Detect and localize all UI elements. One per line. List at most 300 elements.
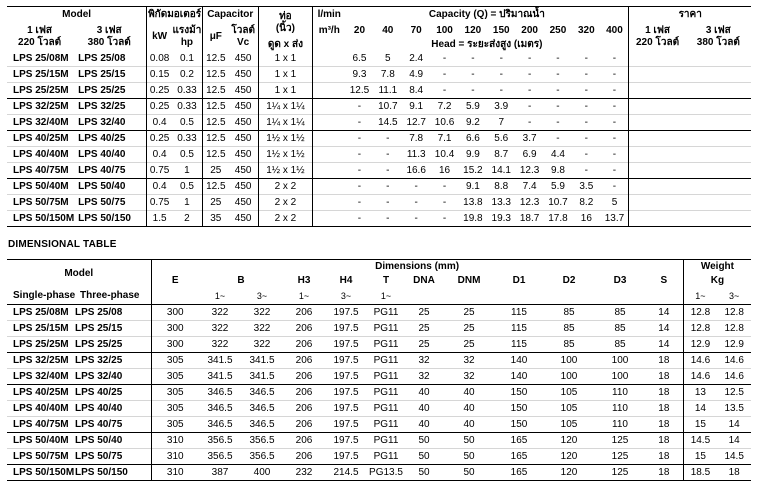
- dimension-row: [7, 337, 751, 353]
- dim-h3: 206: [283, 385, 325, 401]
- performance-row: [7, 163, 751, 179]
- head-value: 3.7: [515, 131, 543, 147]
- dim-dna: 32: [405, 369, 443, 385]
- dim-h3: 206: [283, 369, 325, 385]
- pipe-size: 1½ x 1½: [258, 163, 313, 179]
- price-three: [686, 83, 751, 99]
- dim-d3: 110: [595, 385, 645, 401]
- head-value: -: [459, 67, 487, 83]
- head-value: 19.8: [459, 211, 487, 227]
- model-three-phase: LPS 50/75: [69, 449, 151, 465]
- dim-t: PG11: [367, 353, 405, 369]
- head-value: 14.5: [374, 115, 402, 131]
- vc-value: 450: [229, 115, 258, 131]
- dim-e: 300: [151, 337, 199, 353]
- dim-h4: 197.5: [325, 337, 367, 353]
- phase-label: 1~: [683, 288, 717, 305]
- kw-value: 1.5: [147, 211, 172, 227]
- dim-b-1ph: 346.5: [199, 401, 241, 417]
- uf-value: 12.5: [202, 131, 228, 147]
- dim-h4: 197.5: [325, 369, 367, 385]
- pipe-size: 1¼ x 1¼: [258, 99, 313, 115]
- dim-dnm: 32: [443, 369, 495, 385]
- kw-header: kW: [147, 23, 172, 51]
- hp-value: 1: [172, 195, 202, 211]
- hp-value: 0.33: [172, 83, 202, 99]
- dim-h3: 206: [283, 449, 325, 465]
- dim-b-3ph: 322: [241, 337, 283, 353]
- pipe-size: 2 x 2: [258, 179, 313, 195]
- model-single-phase: LPS 50/40M: [7, 179, 72, 195]
- dimension-row: [7, 353, 751, 369]
- single-phase-label: Single-phase: [7, 288, 69, 305]
- head-value: 4.9: [402, 67, 430, 83]
- head-value: 5.9: [459, 99, 487, 115]
- model-single-phase: LPS 50/150M: [7, 211, 72, 227]
- head-value: 13.3: [487, 195, 515, 211]
- dim-h4: 197.5: [325, 385, 367, 401]
- dim-t: PG11: [367, 321, 405, 337]
- dim-b-1ph: 322: [211, 306, 229, 318]
- dim-h4: 197.5: [325, 449, 367, 465]
- dimension-row: [7, 401, 751, 417]
- pipe-size: 2 x 2: [258, 195, 313, 211]
- model-single-phase: LPS 32/40M: [7, 115, 72, 131]
- head-value: -: [345, 179, 373, 195]
- dimension-row: [7, 321, 751, 337]
- dim-d3: 110: [595, 401, 645, 417]
- head-value: -: [487, 83, 515, 99]
- dim-h4: 197.5: [325, 417, 367, 433]
- price-single: [629, 163, 686, 179]
- model-header: Model: [62, 9, 92, 20]
- capacity-header: Capacity (Q) = ปริมาณน้ำ: [428, 9, 545, 20]
- dim-dnm: 40: [443, 401, 495, 417]
- model-single-phase: LPS 25/25M: [7, 83, 72, 99]
- head-value: -: [572, 115, 600, 131]
- head-value: -: [402, 179, 430, 195]
- head-value: 2.4: [409, 52, 424, 64]
- weight-1ph: 15: [683, 417, 717, 433]
- model-three-phase: LPS 50/40: [69, 433, 151, 449]
- kw-value: 0.75: [147, 163, 172, 179]
- head-value: -: [515, 83, 543, 99]
- kw-value: 0.25: [147, 83, 172, 99]
- kw-value: 0.15: [147, 67, 172, 83]
- model-single-phase: LPS 25/25M: [7, 337, 69, 353]
- dim-d3: 100: [595, 369, 645, 385]
- vc-value: 450: [229, 147, 258, 163]
- dimension-row: [7, 449, 751, 465]
- dim-b-3ph: 346.5: [241, 401, 283, 417]
- uf-value: 12.5: [202, 179, 228, 195]
- dim-dnm: 40: [443, 417, 495, 433]
- head-value: -: [572, 131, 600, 147]
- dim-s: 18: [645, 385, 683, 401]
- dim-dna: 40: [405, 417, 443, 433]
- dim-d3: 85: [595, 337, 645, 353]
- phase-label: 1~: [367, 288, 405, 305]
- head-value: 7.4: [515, 179, 543, 195]
- head-value: -: [601, 147, 629, 163]
- col-d2: D2: [562, 275, 576, 286]
- flow-lmin: 250: [549, 25, 567, 36]
- head-value: -: [442, 52, 447, 64]
- head-value: 6.6: [459, 131, 487, 147]
- head-value: 9.2: [459, 115, 487, 131]
- uf-value: 25: [202, 195, 228, 211]
- performance-row: [7, 83, 751, 99]
- head-value: -: [601, 83, 629, 99]
- dim-d2: 120: [543, 465, 595, 481]
- dim-dna: 40: [405, 401, 443, 417]
- dim-h3: 206: [283, 321, 325, 337]
- weight-1ph: 12.8: [683, 321, 717, 337]
- model-single-phase: LPS 25/08M: [13, 52, 69, 64]
- performance-table: [7, 6, 751, 227]
- pipe-size: 1½ x 1½: [258, 131, 313, 147]
- head-value: 3.9: [487, 99, 515, 115]
- head-value: -: [572, 99, 600, 115]
- head-value: -: [544, 115, 572, 131]
- head-value: 8.4: [402, 83, 430, 99]
- head-value: -: [374, 163, 402, 179]
- price-three: [686, 51, 751, 67]
- price-single: [629, 147, 686, 163]
- vc-value: 450: [229, 195, 258, 211]
- vc-value: 450: [229, 99, 258, 115]
- performance-row: [7, 99, 751, 115]
- model-three-phase: LPS 32/25: [69, 353, 151, 369]
- head-value: 6.9: [515, 147, 543, 163]
- head-value: -: [544, 67, 572, 83]
- head-value: -: [374, 211, 402, 227]
- vc-value: 450: [229, 67, 258, 83]
- vc-value: 450: [229, 179, 258, 195]
- model-three-phase: LPS 40/40: [69, 401, 151, 417]
- dim-dnm: 50: [443, 433, 495, 449]
- head-value: -: [345, 99, 373, 115]
- weight-3ph: 12.8: [724, 306, 744, 318]
- capacitor-header: Capacitor: [202, 7, 258, 24]
- weight-1ph: 12.8: [683, 305, 717, 321]
- dim-d1: 150: [495, 385, 543, 401]
- model-three-phase: LPS 50/150: [69, 465, 151, 481]
- head-value: 6.5: [352, 52, 367, 64]
- dim-d1: 115: [495, 337, 543, 353]
- head-header: Head = ระยะส่งสูง (เมตร): [431, 39, 543, 50]
- model-single-phase: LPS 50/75M: [7, 449, 69, 465]
- head-value: -: [345, 211, 373, 227]
- dim-b-3ph: 346.5: [241, 385, 283, 401]
- dim-d2: 85: [543, 337, 595, 353]
- kw-value: 0.4: [147, 147, 172, 163]
- dim-dna: 25: [405, 321, 443, 337]
- head-value: 12.5: [345, 83, 373, 99]
- dim-dnm: 25: [443, 337, 495, 353]
- dim-h4: 214.5: [325, 465, 367, 481]
- three-phase-header: 3 เฟส 380 โวลต์: [87, 25, 131, 48]
- head-value: 9.1: [402, 99, 430, 115]
- dim-h3: 206: [283, 337, 325, 353]
- dim-s: 18: [645, 401, 683, 417]
- dim-d2: 105: [543, 401, 595, 417]
- pipe-size: 1 x 1: [258, 67, 313, 83]
- dim-e: 310: [151, 449, 199, 465]
- dim-b-1ph: 356.5: [199, 433, 241, 449]
- dim-b-1ph: 322: [199, 337, 241, 353]
- weight-3ph: 13.5: [717, 401, 751, 417]
- dim-s: 18: [645, 353, 683, 369]
- hp-value: 0.1: [179, 52, 194, 64]
- model-three-phase: LPS 32/40: [72, 115, 147, 131]
- price-single: [629, 195, 686, 211]
- dim-b-1ph: 346.5: [199, 385, 241, 401]
- weight-3ph: 12.5: [717, 385, 751, 401]
- uf-value: 12.5: [202, 115, 228, 131]
- weight-1ph: 14.5: [683, 433, 717, 449]
- model-three-phase: LPS 25/25: [69, 337, 151, 353]
- dimensional-table-title: DIMENSIONAL TABLE: [8, 239, 117, 250]
- dim-e: 305: [151, 369, 199, 385]
- weight-1ph: 14.6: [683, 353, 717, 369]
- head-value: -: [487, 67, 515, 83]
- dim-b-3ph: 356.5: [241, 433, 283, 449]
- head-value: 11.3: [402, 147, 430, 163]
- dim-t: PG13.5: [367, 465, 405, 481]
- dimension-row: [7, 433, 751, 449]
- head-value: -: [601, 179, 629, 195]
- head-value: -: [402, 195, 430, 211]
- uf-value: 12.5: [202, 99, 228, 115]
- hp-value: 2: [172, 211, 202, 227]
- dim-dna: 50: [405, 465, 443, 481]
- pipe-size: 1½ x 1½: [258, 147, 313, 163]
- phase-label: 1~: [199, 288, 241, 305]
- col-d3: D3: [613, 275, 627, 286]
- dim-dna: 50: [405, 449, 443, 465]
- dim-h4: 197.5: [325, 433, 367, 449]
- dim-s: 18: [645, 369, 683, 385]
- head-value: -: [430, 179, 458, 195]
- price-single-header: 1 เฟส 220 โวลต์: [629, 23, 686, 51]
- flow-lmin: 40: [382, 25, 394, 36]
- dim-h4: 197.5: [333, 306, 359, 318]
- model-three-phase: LPS 40/25: [72, 131, 147, 147]
- head-value: 14.1: [487, 163, 515, 179]
- price-header: ราคา: [629, 7, 751, 24]
- head-value: 17.8: [544, 211, 572, 227]
- performance-row: [7, 115, 751, 131]
- pipe-size: 1 x 1: [258, 83, 313, 99]
- dim-dna: 50: [405, 433, 443, 449]
- head-value: 9.1: [459, 179, 487, 195]
- head-value: 12.7: [402, 115, 430, 131]
- head-value: -: [601, 115, 629, 131]
- head-value: -: [515, 99, 543, 115]
- dim-s: 18: [645, 465, 683, 481]
- dim-e: 305: [151, 353, 199, 369]
- m3h-label: m³/h: [313, 23, 346, 39]
- dimension-row: [7, 385, 751, 401]
- dim-model-header: Model: [64, 268, 94, 279]
- dim-d3: 110: [595, 417, 645, 433]
- weight-3ph: 14.6: [717, 353, 751, 369]
- dim-t: PG11: [367, 433, 405, 449]
- dim-dna: 40: [405, 385, 443, 401]
- head-value: -: [374, 195, 402, 211]
- kw-value: 0.08: [147, 51, 172, 67]
- motor-header: พิกัดมอเตอร์: [147, 7, 203, 24]
- dim-t: PG11: [367, 401, 405, 417]
- model-single-phase: LPS 25/08M: [13, 306, 69, 318]
- col-t: T: [382, 275, 390, 286]
- performance-row: [7, 131, 751, 147]
- head-value: 5.6: [487, 131, 515, 147]
- price-single: [629, 115, 686, 131]
- dim-h4: 197.5: [325, 321, 367, 337]
- hp-value: 0.2: [172, 67, 202, 83]
- dim-h4: 197.5: [325, 401, 367, 417]
- dim-dna: 25: [405, 337, 443, 353]
- dimension-row: [7, 465, 751, 481]
- model-three-phase: LPS 50/150: [72, 211, 147, 227]
- head-value: 16: [430, 163, 458, 179]
- head-value: 9.3: [345, 67, 373, 83]
- model-three-phase: LPS 32/25: [72, 99, 147, 115]
- hp-value: 0.33: [172, 131, 202, 147]
- dim-h3: 232: [283, 465, 325, 481]
- weight-3ph: 18: [717, 465, 751, 481]
- dim-d2: 85: [543, 321, 595, 337]
- head-value: -: [430, 67, 458, 83]
- dim-b-3ph: 341.5: [241, 353, 283, 369]
- dim-d2: 120: [543, 433, 595, 449]
- head-value: -: [601, 99, 629, 115]
- dim-d3: 85: [614, 306, 626, 318]
- model-single-phase: LPS 32/25M: [7, 353, 69, 369]
- model-single-phase: LPS 40/25M: [7, 385, 69, 401]
- flow-lmin: 70: [410, 25, 422, 36]
- model-three-phase: LPS 25/08: [78, 52, 126, 64]
- head-value: -: [374, 179, 402, 195]
- weight-1ph: 14: [683, 401, 717, 417]
- dim-b-3ph: 356.5: [241, 449, 283, 465]
- head-value: 4.4: [544, 147, 572, 163]
- model-single-phase: LPS 50/150M: [7, 465, 69, 481]
- dim-d2: 105: [543, 385, 595, 401]
- dimension-row: [7, 305, 751, 321]
- dim-dna: 32: [405, 353, 443, 369]
- performance-row: [7, 51, 751, 67]
- head-value: -: [374, 131, 402, 147]
- model-single-phase: LPS 32/40M: [7, 369, 69, 385]
- uf-value: 35: [202, 211, 228, 227]
- head-value: 10.7: [544, 195, 572, 211]
- dim-d3: 125: [595, 449, 645, 465]
- dim-d2: 120: [543, 449, 595, 465]
- model-three-phase: LPS 40/25: [69, 385, 151, 401]
- phase-label: 3~: [325, 288, 367, 305]
- head-value: -: [402, 211, 430, 227]
- pipe-header: ท่อ (นิ้ว): [258, 7, 313, 40]
- model-single-phase: LPS 40/75M: [7, 163, 72, 179]
- head-value: -: [430, 83, 458, 99]
- dim-e: 305: [151, 417, 199, 433]
- model-three-phase: LPS 25/15: [72, 67, 147, 83]
- flow-lmin: 320: [577, 25, 595, 36]
- model-single-phase: LPS 32/25M: [7, 99, 72, 115]
- weight-3ph: 14.5: [717, 449, 751, 465]
- model-single-phase: LPS 50/75M: [7, 195, 72, 211]
- pipe-size: 2 x 2: [258, 211, 313, 227]
- performance-row: [7, 211, 751, 227]
- vc-value: 450: [229, 83, 258, 99]
- flow-lmin: 100: [436, 25, 453, 36]
- dim-dnm: 32: [443, 353, 495, 369]
- lmin-label: l/min: [313, 7, 346, 24]
- col-h3: H3: [297, 275, 311, 286]
- head-value: -: [556, 52, 560, 64]
- performance-row: [7, 147, 751, 163]
- weight-1ph: 12.9: [683, 337, 717, 353]
- dim-dnm: 25: [463, 306, 475, 318]
- price-single: [629, 211, 686, 227]
- vc-value: 450: [229, 131, 258, 147]
- head-value: 7.2: [430, 99, 458, 115]
- price-three: [686, 163, 751, 179]
- dim-dnm: 40: [443, 385, 495, 401]
- model-three-phase: LPS 40/40: [72, 147, 147, 163]
- head-value: -: [515, 115, 543, 131]
- price-single: [629, 131, 686, 147]
- dim-s: 18: [645, 417, 683, 433]
- model-three-phase: LPS 50/75: [72, 195, 147, 211]
- weight-1ph: 13: [683, 385, 717, 401]
- weight-header: Weight: [683, 260, 751, 275]
- dim-h3: 206: [283, 417, 325, 433]
- dim-t: PG11: [367, 449, 405, 465]
- head-value: -: [345, 115, 373, 131]
- price-single: [629, 99, 686, 115]
- dim-d1: 140: [495, 369, 543, 385]
- dim-dnm: 50: [443, 449, 495, 465]
- dim-s: 14: [645, 321, 683, 337]
- model-three-phase: LPS 50/40: [72, 179, 147, 195]
- head-value: -: [601, 67, 629, 83]
- dimensions-header: Dimensions (mm): [151, 260, 683, 275]
- head-value: 8.8: [487, 179, 515, 195]
- phase-label: 3~: [241, 288, 283, 305]
- head-value: -: [471, 52, 475, 64]
- dim-d1: 165: [495, 465, 543, 481]
- dim-h3: 206: [283, 353, 325, 369]
- dim-d2: 85: [563, 306, 575, 318]
- head-value: -: [544, 131, 572, 147]
- dim-e: 300: [151, 305, 199, 321]
- dim-d3: 100: [595, 353, 645, 369]
- head-value: 13.8: [459, 195, 487, 211]
- weight-1ph: 14.6: [683, 369, 717, 385]
- dim-h3: 206: [283, 401, 325, 417]
- dim-b-1ph: 346.5: [199, 417, 241, 433]
- phase-label: 3~: [717, 288, 751, 305]
- head-value: 16.6: [402, 163, 430, 179]
- dim-d2: 100: [543, 369, 595, 385]
- hp-value: 0.33: [172, 99, 202, 115]
- dim-dnm: 50: [443, 465, 495, 481]
- dim-e: 305: [151, 401, 199, 417]
